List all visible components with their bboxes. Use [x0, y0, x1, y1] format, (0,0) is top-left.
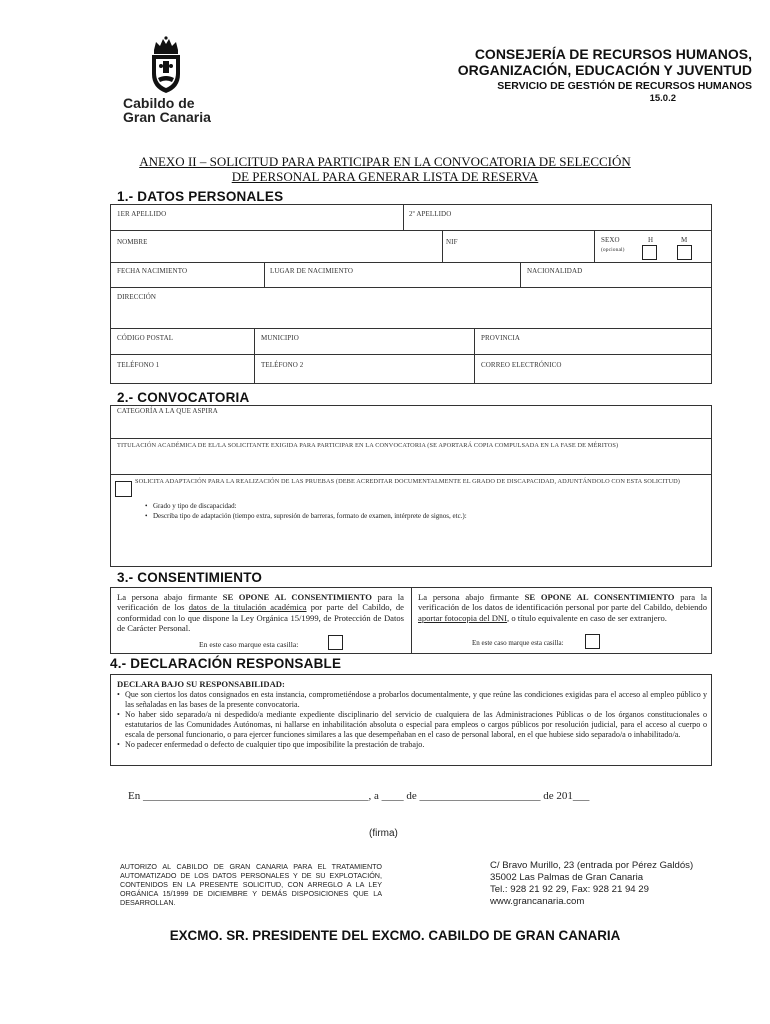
annex-title: [105, 154, 665, 184]
label-categoria: CATEGORÍA A LA QUE ASPIRA: [117, 407, 218, 415]
declaration-list: [117, 690, 707, 749]
label-sexo: SEXO: [601, 236, 620, 244]
org-name-line1: Cabildo de: [123, 95, 195, 111]
label-municipio: MUNICIPIO: [261, 334, 299, 342]
org-name-line2: Gran Canaria: [123, 109, 211, 125]
field-codigo-postal[interactable]: [111, 329, 255, 354]
consent-titulacion: [111, 588, 412, 653]
declaration-heading: DECLARA BAJO SU RESPONSABILIDAD:: [117, 679, 285, 689]
phone-fax: Tel.: 928 21 92 29, Fax: 928 21 94 29: [490, 884, 649, 895]
consent-box: [110, 587, 712, 654]
annex-title-line1: ANEXO II – SOLICITUD PARA PARTICIPAR EN LA CONVOCATORIA DE SELECCIÓN: [139, 154, 631, 169]
row-apellidos: [111, 205, 711, 231]
checkbox-sexo-m[interactable]: [677, 245, 692, 260]
row-localidad: [111, 329, 711, 355]
label-provincia: PROVINCIA: [481, 334, 521, 342]
section-datos-personales-title: 1.- DATOS PERSONALES: [117, 189, 284, 204]
label-sexo-h: H: [648, 236, 654, 244]
address-line2: 35002 Las Palmas de Gran Canaria: [490, 872, 644, 883]
label-apellido1: 1ER APELLIDO: [117, 210, 167, 218]
row-direccion[interactable]: [111, 288, 711, 329]
consent-titulacion-text: La persona abajo firmante SE OPONE AL CONSENTIMIENTO para la verificación de los datos de la titulación académica por parte del Cabildo, de conformidad con lo que dispone la Ley Orgánica 15/1999, de Protección de Datos de Carácter Personal.: [117, 592, 405, 634]
adaptacion-list: [145, 501, 467, 521]
label-direccion: DIRECCIÓN: [117, 293, 157, 301]
label-nif: NIF: [446, 238, 458, 246]
label-nombre: NOMBRE: [117, 238, 148, 246]
annex-title-line2: DE PERSONAL PARA GENERAR LISTA DE RESERVA: [231, 169, 539, 184]
section-consentimiento-title: 3.- CONSENTIMIENTO: [117, 570, 263, 585]
label-apellido2: 2º APELLIDO: [409, 210, 452, 218]
field-categoria[interactable]: [111, 406, 711, 439]
row-nombre: [111, 231, 711, 263]
contact-address: [490, 860, 693, 908]
field-telefono1[interactable]: [111, 355, 255, 384]
convocatoria-box: [110, 405, 712, 567]
declaration-item-enfermedad: • No padecer enfermedad o defecto de cualquier tipo que imposibilite la prestación de trabajo.: [117, 740, 707, 750]
label-nacionalidad: NACIONALIDAD: [527, 267, 583, 275]
consent-identidad-mark-label: En este caso marque esta casilla:: [472, 639, 564, 647]
consent-identidad-text: La persona abajo firmante SE OPONE AL CONSENTIMIENTO para la verificación de los datos de identificación personal por parte del Cabildo, debiendo aportar fotocopia del DNI, o título equivalente en caso de ser extranjero.: [418, 592, 707, 623]
service-name: SERVICIO DE GESTIÓN DE RECURSOS HUMANOS: [497, 80, 752, 92]
field-nif[interactable]: [443, 231, 595, 262]
organization-name: [118, 96, 228, 124]
checkbox-consent-titulacion[interactable]: [328, 635, 343, 650]
field-apellido1[interactable]: [111, 205, 404, 230]
department-title-line1: CONSEJERÍA DE RECURSOS HUMANOS,: [474, 46, 752, 62]
address-line1: C/ Bravo Murillo, 23 (entrada por Pérez Galdós): [490, 860, 694, 871]
checkbox-consent-identidad[interactable]: [585, 634, 600, 649]
department-title-line2: ORGANIZACIÓN, EDUCACIÓN Y JUVENTUD: [457, 62, 752, 78]
declaration-item-datos: • Que son ciertos los datos consignados en esta instancia, comprometiéndose a probarlos documentalmente, y que reúne las condiciones exigidas para el acceso al empleo público y las señaladas en las bases de la presente convocatoria.: [117, 690, 707, 710]
label-sexo-m: M: [681, 236, 688, 244]
label-titulacion: TITULACIÓN ACADÉMICA DE EL/LA SOLICITANTE EXIGIDA PARA PARTICIPAR EN LA CONVOCATORIA (SE APORTARÁ COPIA COMPULSADA EN LA FASE DE MÉRITOS): [117, 442, 619, 449]
field-fecha-nacimiento[interactable]: [111, 263, 265, 287]
personal-data-box: [110, 204, 712, 384]
checkbox-adaptacion[interactable]: [115, 481, 132, 497]
section-convocatoria-title: 2.- CONVOCATORIA: [117, 390, 250, 405]
signature-label: (firma): [369, 828, 398, 839]
declaration-box: [110, 674, 712, 766]
field-nombre[interactable]: [111, 231, 443, 262]
declaration-item-separacion: • No haber sido separado/a ni despedido/a mediante expediente disciplinario del servicio de cualquiera de las Administraciones Públicas o de los órganos constitucionales o estatutarios de las Comunidades Autónomas, ni hallarse en inhabilitación absoluta o especial para empleos o cargos públicos por resolución judicial, para el acceso al cuerpo o escala de personal funcionario, o para ejercer funciones similares a las que desempeñaban en el caso de personal laboral, en el que hubiese sido separado/a o inhabilitado/a.: [117, 710, 707, 740]
data-authorization-notice: AUTORIZO AL CABILDO DE GRAN CANARIA PARA EL TRATAMIENTO AUTOMATIZADO DE LOS DATOS PERSONALES Y DE SU EXPLOTACIÓN, CONTENIDOS EN LA PRESENTE SOLICITUD, CON ARREGLO A LA LEY ORGÁNICA 15/1999 DE DICIEMBRE Y DEMÁS DISPOSICIONES QUE LA DESARROLLAN.: [120, 862, 382, 907]
label-lugar-nacimiento: LUGAR DE NACIMIENTO: [270, 267, 354, 275]
department-header: [412, 46, 752, 105]
row-nacimiento: [111, 263, 711, 288]
field-adaptacion: [111, 475, 711, 567]
cabildo-logo: [118, 36, 228, 126]
adaptacion-item-tipo: • Describa tipo de adaptación (tiempo extra, supresión de barreras, formato de examen, intérprete de signos, etc.):: [145, 511, 467, 521]
label-telefono2: TELÉFONO 2: [261, 361, 304, 369]
field-titulacion[interactable]: [111, 439, 711, 475]
label-correo: CORREO ELECTRÓNICO: [481, 361, 562, 369]
label-fecha-nacimiento: FECHA NACIMIENTO: [117, 267, 188, 275]
adaptacion-item-grado: • Grado y tipo de discapacidad:: [145, 501, 467, 511]
addressee: EXCMO. SR. PRESIDENTE DEL EXCMO. CABILDO DE GRAN CANARIA: [169, 928, 621, 943]
field-lugar-nacimiento[interactable]: [265, 263, 521, 287]
row-contacto: [111, 355, 711, 384]
label-sexo-opcional: (opcional): [601, 247, 625, 253]
consent-titulacion-mark-label: En este caso marque esta casilla:: [199, 640, 299, 649]
label-adaptacion: SOLICITA ADAPTACIÓN PARA LA REALIZACIÓN DE LAS PRUEBAS (DEBE ACREDITAR DOCUMENTALMENTE EL GRADO DE DISCAPACIDAD, ADJUNTÁNDOLO CON ESTA SOLICITUD): [135, 478, 680, 485]
label-codigo-postal: CÓDIGO POSTAL: [117, 334, 174, 342]
field-telefono2[interactable]: [255, 355, 475, 384]
website-link[interactable]: www.grancanaria.com: [490, 896, 585, 907]
signature-place-date[interactable]: En _________________________________________, a ____ de ______________________ de 201___: [128, 790, 590, 802]
label-telefono1: TELÉFONO 1: [117, 361, 160, 369]
checkbox-sexo-h[interactable]: [642, 245, 657, 260]
coat-of-arms-icon: [146, 36, 186, 96]
field-municipio[interactable]: [255, 329, 475, 354]
form-code: 15.0.2: [649, 93, 676, 104]
section-declaracion-title: 4.- DECLARACIÓN RESPONSABLE: [110, 656, 342, 671]
